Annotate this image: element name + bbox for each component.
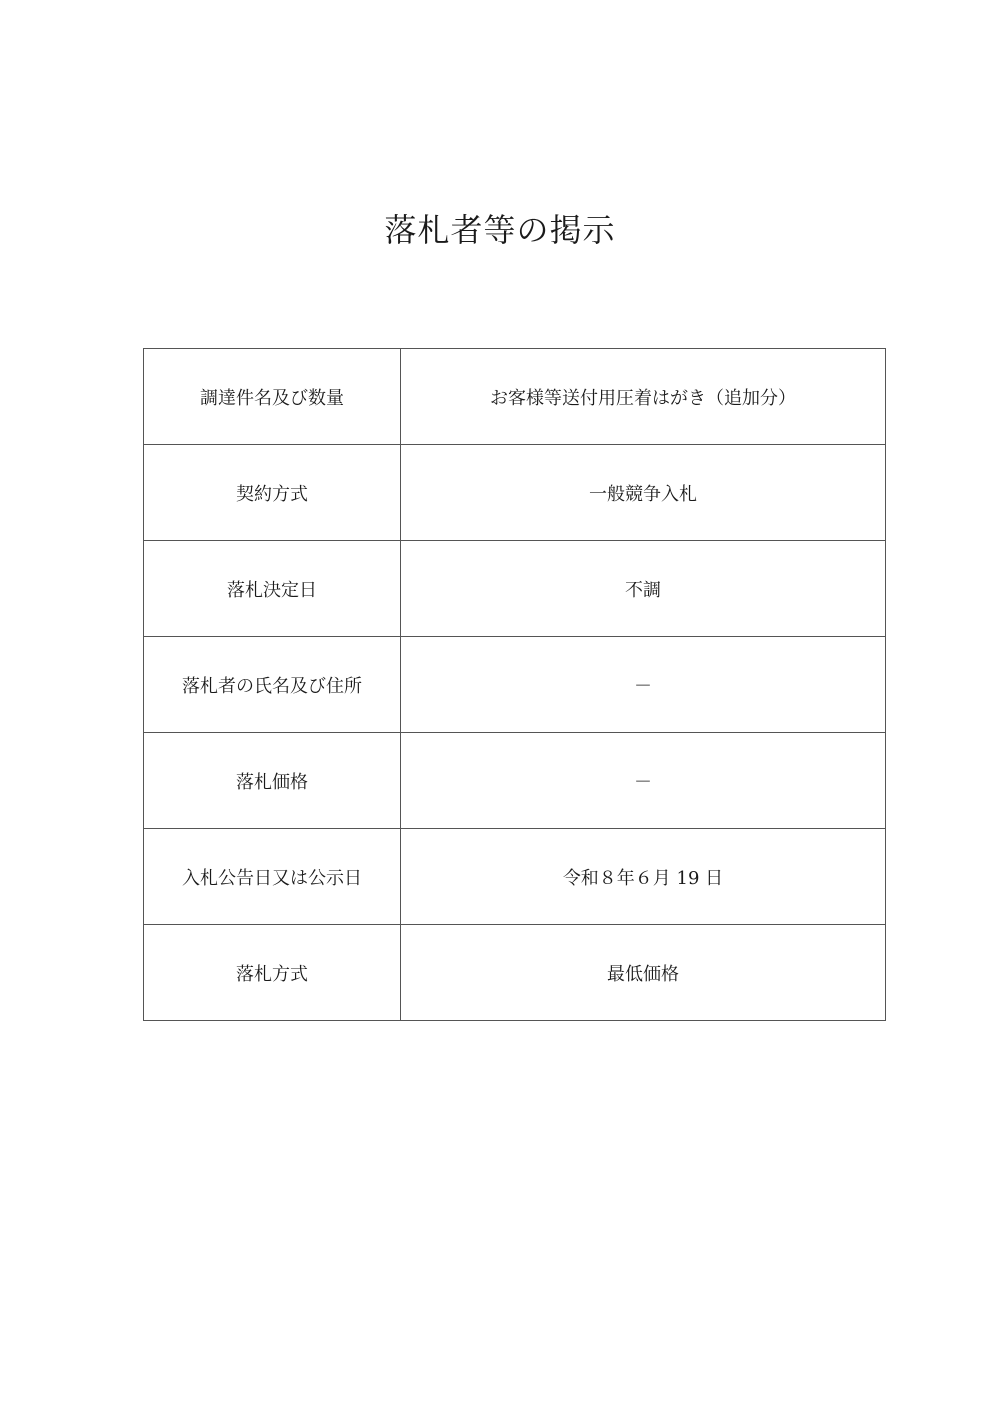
row-label: 落札方式 — [144, 925, 401, 1021]
row-label: 落札決定日 — [144, 541, 401, 637]
table-row-contract-method — [144, 445, 886, 541]
table-row-award-method — [144, 925, 886, 1021]
table-row-award-price — [144, 733, 886, 829]
row-label: 契約方式 — [144, 445, 401, 541]
row-label: 調達件名及び数量 — [144, 349, 401, 445]
row-label: 入札公告日又は公示日 — [144, 829, 401, 925]
page-title: 落札者等の掲示 — [384, 211, 616, 249]
table-row-winner-name-address — [144, 637, 886, 733]
row-value: 最低価格 — [401, 925, 886, 1021]
row-value: 不調 — [401, 541, 886, 637]
row-value: 一般競争入札 — [401, 445, 886, 541]
row-value: お客様等送付用圧着はがき（追加分） — [401, 349, 886, 445]
row-value: － — [401, 637, 886, 733]
table-row-announcement-date — [144, 829, 886, 925]
table-row-award-date — [144, 541, 886, 637]
row-label: 落札者の氏名及び住所 — [144, 637, 401, 733]
row-value: 令和８年６月 19 日 — [401, 829, 886, 925]
row-label: 落札価格 — [144, 733, 401, 829]
table-row-procurement-item — [144, 349, 886, 445]
notice-table — [143, 348, 886, 1021]
row-value: － — [401, 733, 886, 829]
